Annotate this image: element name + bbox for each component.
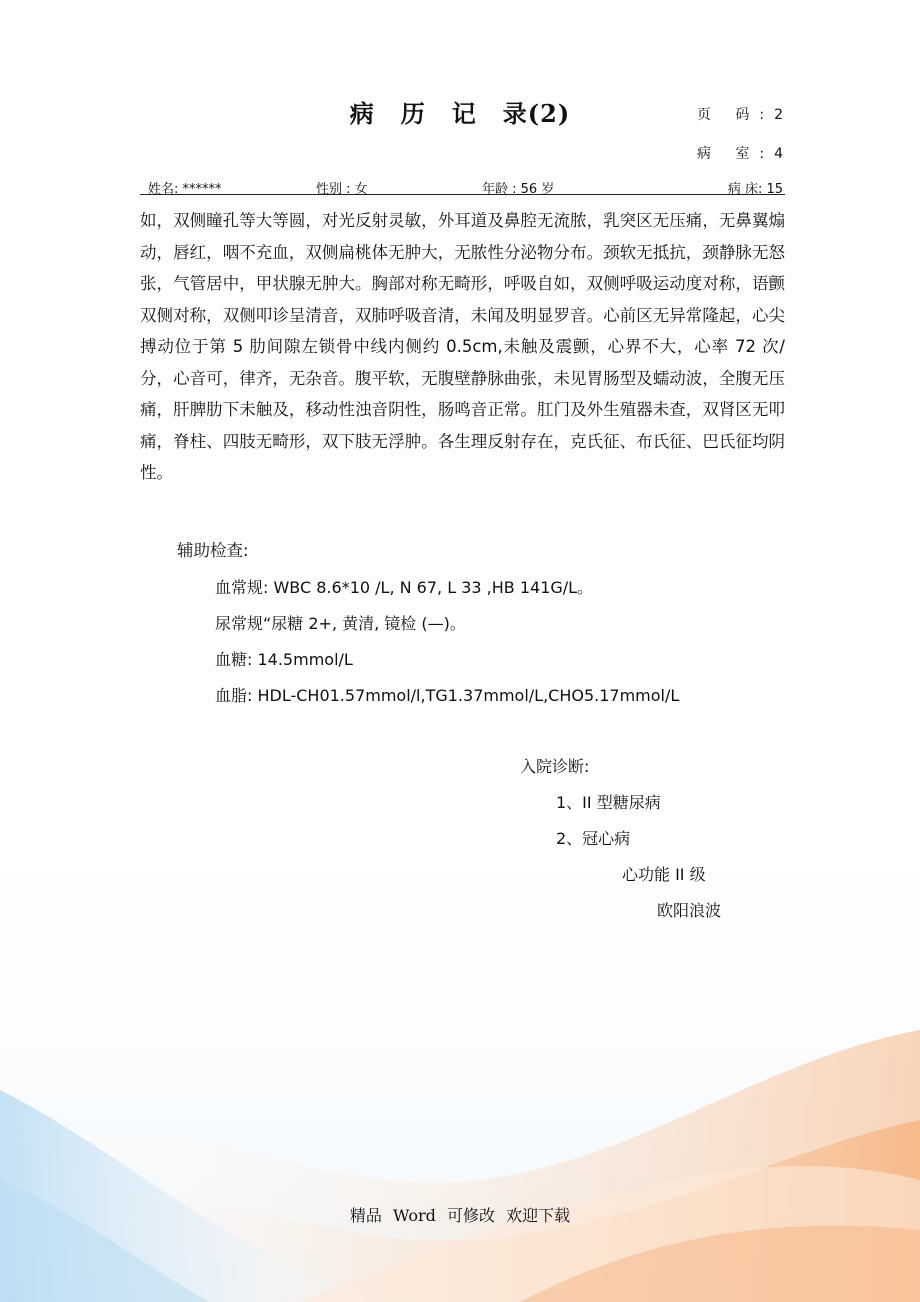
auxiliary-exam-blood-routine: 血常规: WBC 8.6*10 /L, N 67, L 33 ,HB 141G/L。	[215, 578, 594, 597]
page-number	[697, 104, 783, 124]
auxiliary-exam-heading: 辅助检查:	[177, 541, 249, 560]
title-part-4: 录(2)	[502, 99, 571, 128]
diagnosis-item-1: 1、II 型糖尿病	[556, 793, 661, 812]
room-number-label: 病 室:	[696, 146, 775, 162]
physical-exam-text: 如，双侧瞳孔等大等圆，对光反射灵敏，外耳道及鼻腔无流脓，乳突区无压痛，无鼻翼煽动，唇红，咽不充血，双侧扁桃体无肿大，无脓性分泌物分布。颈软无抵抗，颈静脉无怒张，气管居中，甲状腺无肿大。胸部对称无畸形，呼吸自如，双侧呼吸运动度对称，语颤双侧对称，双侧叩诊呈清音，双肺呼吸音清，未闻及明显罗音。心前区无异常隆起，心尖搏动位于第 5 肋间隙左锁骨中线内侧约 0.5cm,未触及震颤，心界不大，心率 72 次/分，心音可，律齐，无杂音。腹平软，无腹壁静脉曲张，未见胃肠型及蠕动波，全腹无压痛，肝脾肋下未触及，移动性浊音阴性，肠鸣音正常。肛门及外生殖器未查，双肾区无叩痛，脊柱、四肢无畸形，双下肢无浮肿。各生理反射存在，克氏征、布氏征、巴氏征均阴性。	[140, 211, 785, 482]
patient-sex: 性别 : 女	[316, 182, 368, 197]
auxiliary-exam-blood-glucose: 血糖: 14.5mmol/L	[215, 650, 353, 669]
patient-age: 年龄 : 56 岁	[482, 182, 555, 197]
room-number	[697, 143, 783, 163]
title-part-1: 病	[349, 99, 375, 128]
diagnosis-item-2: 2、冠心病	[556, 829, 631, 848]
title-part-3: 记	[451, 99, 477, 128]
auxiliary-exam-list	[215, 570, 679, 714]
room-number-value: 4	[774, 146, 783, 162]
auxiliary-exam-urine-routine: 尿常规“尿糖 2+, 黄清, 镜检 (—)。	[215, 614, 466, 633]
auxiliary-exam-blood-lipid: 血脂: HDL-CH01.57mmol/l,TG1.37mmol/L,CHO5.17mmol/L	[215, 686, 680, 705]
footer-note: 精品 Word 可修改 欢迎下载	[349, 1206, 571, 1225]
page-number-value: 2	[774, 107, 783, 123]
patient-info-row	[140, 178, 785, 195]
title-part-2: 历	[400, 99, 426, 128]
diagnosis-heading: 入院诊断:	[520, 757, 590, 776]
patient-name: 姓名: ******	[148, 182, 222, 197]
patient-bed: 病 床: 15	[727, 182, 783, 197]
diagnosis-item-3: 心功能 II 级	[622, 865, 706, 884]
doctor-name: 欧阳浪波	[657, 901, 722, 920]
page-number-label: 页 码:	[696, 107, 775, 123]
